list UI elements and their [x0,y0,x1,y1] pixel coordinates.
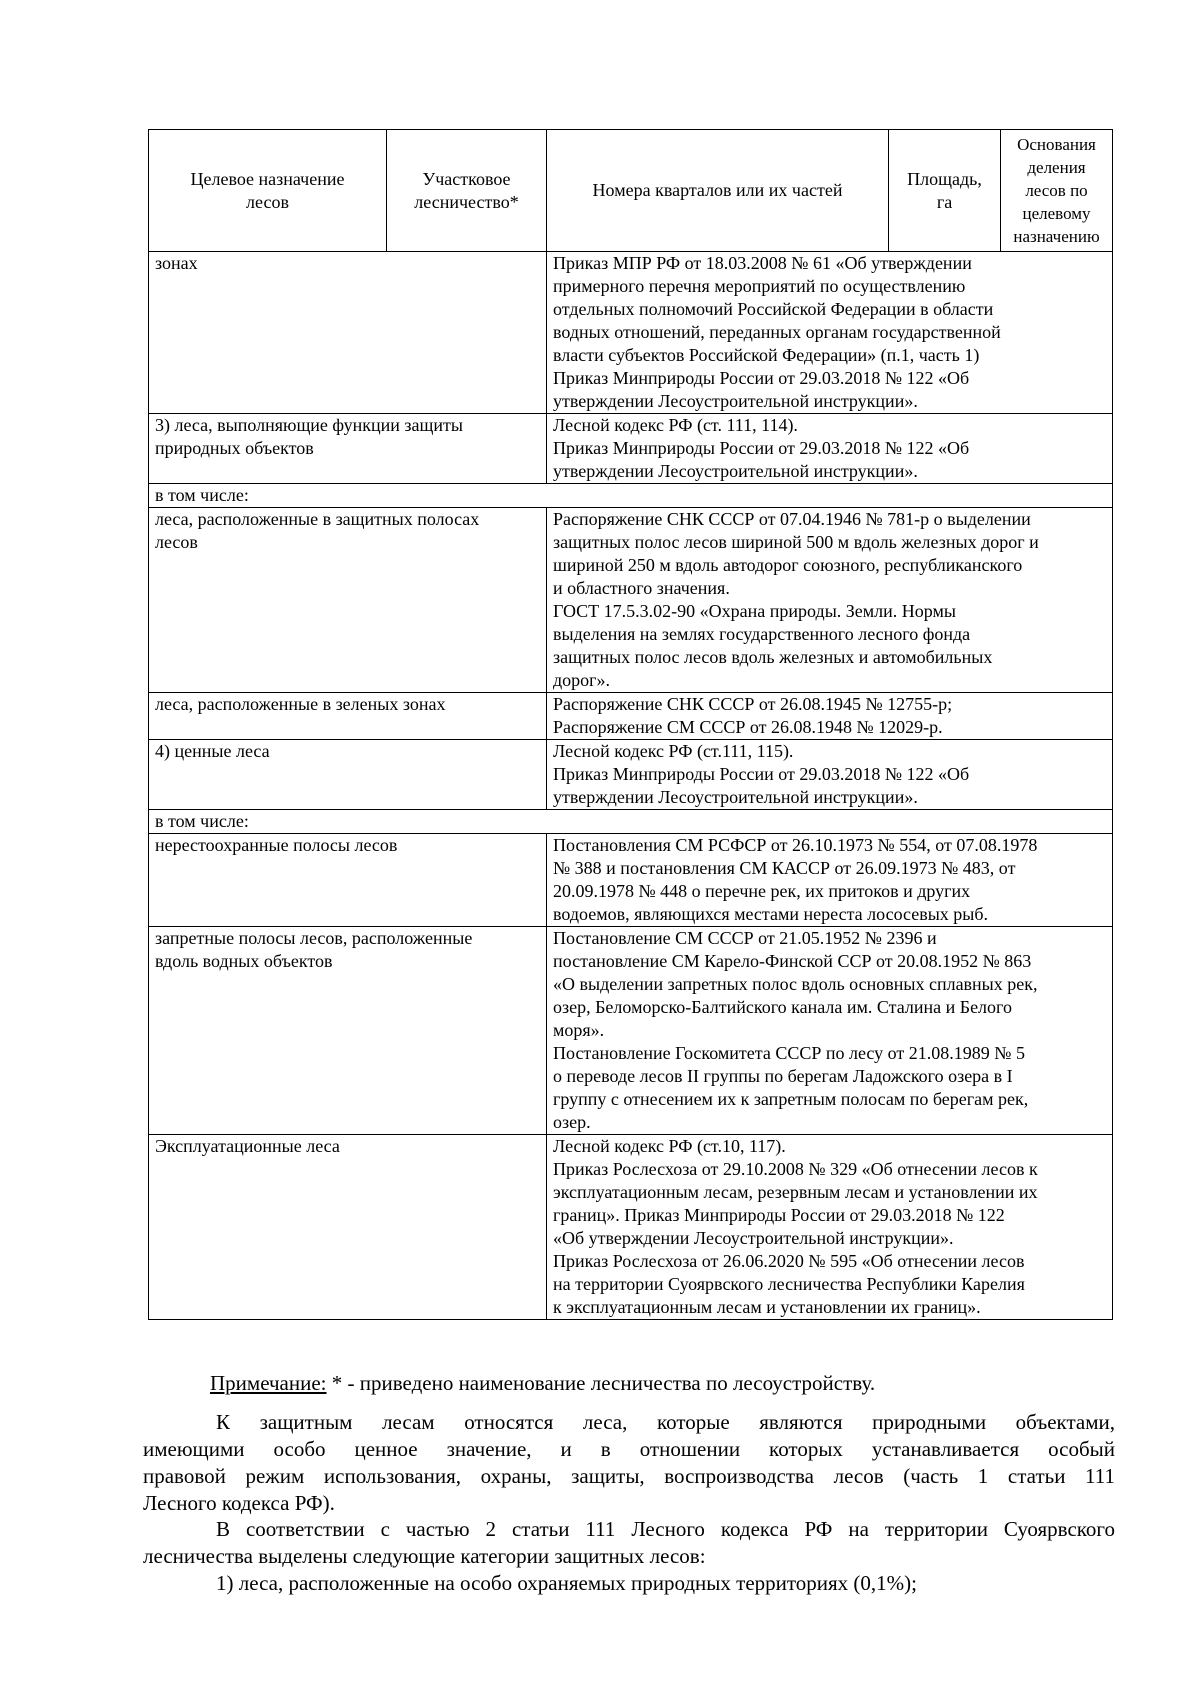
paragraph-protective-forests [143,1409,1115,1517]
subheading-cell: в том числе: [149,484,1113,508]
basis-cell: Распоряжение СНК СССР от 07.04.1946 № 781-р о выделении защитных полос лесов шириной 500 м вдоль железных дорог и шириной 250 м вдоль автодорог союзного, республиканского и областного значения. ГОСТ 17.5.3.02-90 «Охрана природы. Земли. Нормы выделения на землях государственного лесного фонда защитных полос лесов вдоль железных и автомобильных дорог». [547,508,1113,693]
basis-cell: Приказ МПР РФ от 18.03.2008 № 61 «Об утверждении примерного перечня мероприятий по осуществлению отдельных полномочий Российской Федерации в области водных отношений, переданных органам государственной власти субъектов Российской Федерации» (п.1, часть 1) Приказ Минприроды России от 29.03.2018 № 122 «Об утверждении Лесоустроительной инструкции». [547,252,1113,414]
purpose-cell: Эксплуатационные леса [149,1135,547,1320]
table-row [149,1135,1113,1320]
subheading-cell: в том числе: [149,810,1113,834]
purpose-cell: 3) леса, выполняющие функции защиты природных объектов [149,414,547,484]
purpose-cell: леса, расположенные в защитных полосах лесов [149,508,547,693]
basis-cell: Лесной кодекс РФ (ст.111, 115). Приказ Минприроды России от 29.03.2018 № 122 «Об утверждении Лесоустроительной инструкции». [547,740,1113,810]
paragraph-line: Лесного кодекса РФ). [143,1491,335,1515]
paragraph-line: правовой режим использования, охраны, защиты, воспроизводства лесов (часть 1 статьи 111 [143,1464,1115,1488]
table-row [149,927,1113,1135]
forest-purpose-table [148,129,1113,1320]
table-row [149,693,1113,740]
basis-cell: Лесной кодекс РФ (ст. 111, 114). Приказ Минприроды России от 29.03.2018 № 122 «Об утверждении Лесоустроительной инструкции». [547,414,1113,484]
header-basis: Основания деления лесов по целевому назначению [1001,130,1113,252]
table-header-row [149,130,1113,252]
table-row [149,508,1113,693]
basis-cell: Постановление СМ СССР от 21.05.1952 № 2396 и постановление СМ Карело-Финской ССР от 20.08.1952 № 863 «О выделении запретных полос вдоль основных сплавных рек, озер, Беломорско-Балтийского канала им. Сталина и Белого моря». Постановление Госкомитета СССР по лесу от 21.08.1989 № 5 о переводе лесов II группы по берегам Ладожского озера в I группу с отнесением их к запретным полосам по берегам рек, озер. [547,927,1113,1135]
note-label: Примечание: [210,1371,327,1395]
table-body [149,252,1113,1320]
purpose-cell: запретные полосы лесов, расположенные вдоль водных объектов [149,927,547,1135]
table-row [149,810,1113,834]
basis-cell: Постановления СМ РСФСР от 26.10.1973 № 554, от 07.08.1978 № 388 и постановления СМ КАССР от 26.09.1973 № 483, от 20.09.1978 № 448 о перечне рек, их притоков и других водоемов, являющихся местами нереста лососевых рыб. [547,834,1113,927]
table-row [149,414,1113,484]
note-text: * - приведено наименование лесничества по лесоустройству. [326,1371,876,1395]
table-row [149,484,1113,508]
purpose-cell: нерестоохранные полосы лесов [149,834,547,927]
table-note [143,1370,1182,1397]
header-purpose: Целевое назначение лесов [149,130,387,252]
purpose-cell: зонах [149,252,547,414]
basis-cell: Распоряжение СНК СССР от 26.08.1945 № 12755-р; Распоряжение СМ СССР от 26.08.1948 № 12029-р. [547,693,1113,740]
paragraph-line: К защитным лесам относятся леса, которые являются природными объектами, [216,1410,1115,1434]
table-row [149,252,1113,414]
basis-cell: Лесной кодекс РФ (ст.10, 117). Приказ Рослесхоза от 29.10.2008 № 329 «Об отнесении лесов к эксплуатационным лесам, резервным лесам и установлении их границ». Приказ Минприроды России от 29.03.2018 № 122 «Об утверждении Лесоустроительной инструкции». Приказ Рослесхоза от 26.06.2020 № 595 «Об отнесении лесов на территории Суоярвского лесничества Республики Карелия к эксплуатационным лесам и установлении их границ». [547,1135,1113,1320]
purpose-cell: 4) ценные леса [149,740,547,810]
purpose-cell: леса, расположенные в зеленых зонах [149,693,547,740]
header-area: Площадь, га [889,130,1001,252]
paragraph-line: В соответствии с частью 2 статьи 111 Лесного кодекса РФ на территории Суоярвского [216,1517,1115,1541]
paragraph-line: имеющими особо ценное значение, и в отношении которых устанавливается особый [143,1437,1115,1461]
header-forestry: Участковое лесничество* [387,130,547,252]
table-row [149,834,1113,927]
paragraph-list-item: 1) леса, расположенные на особо охраняемых природных территориях (0,1%); [216,1571,917,1595]
table-row [149,740,1113,810]
paragraph-categories [143,1516,1115,1570]
header-quarters: Номера кварталов или их частей [547,130,889,252]
paragraph-line: лесничества выделены следующие категории защитных лесов: [143,1544,706,1568]
